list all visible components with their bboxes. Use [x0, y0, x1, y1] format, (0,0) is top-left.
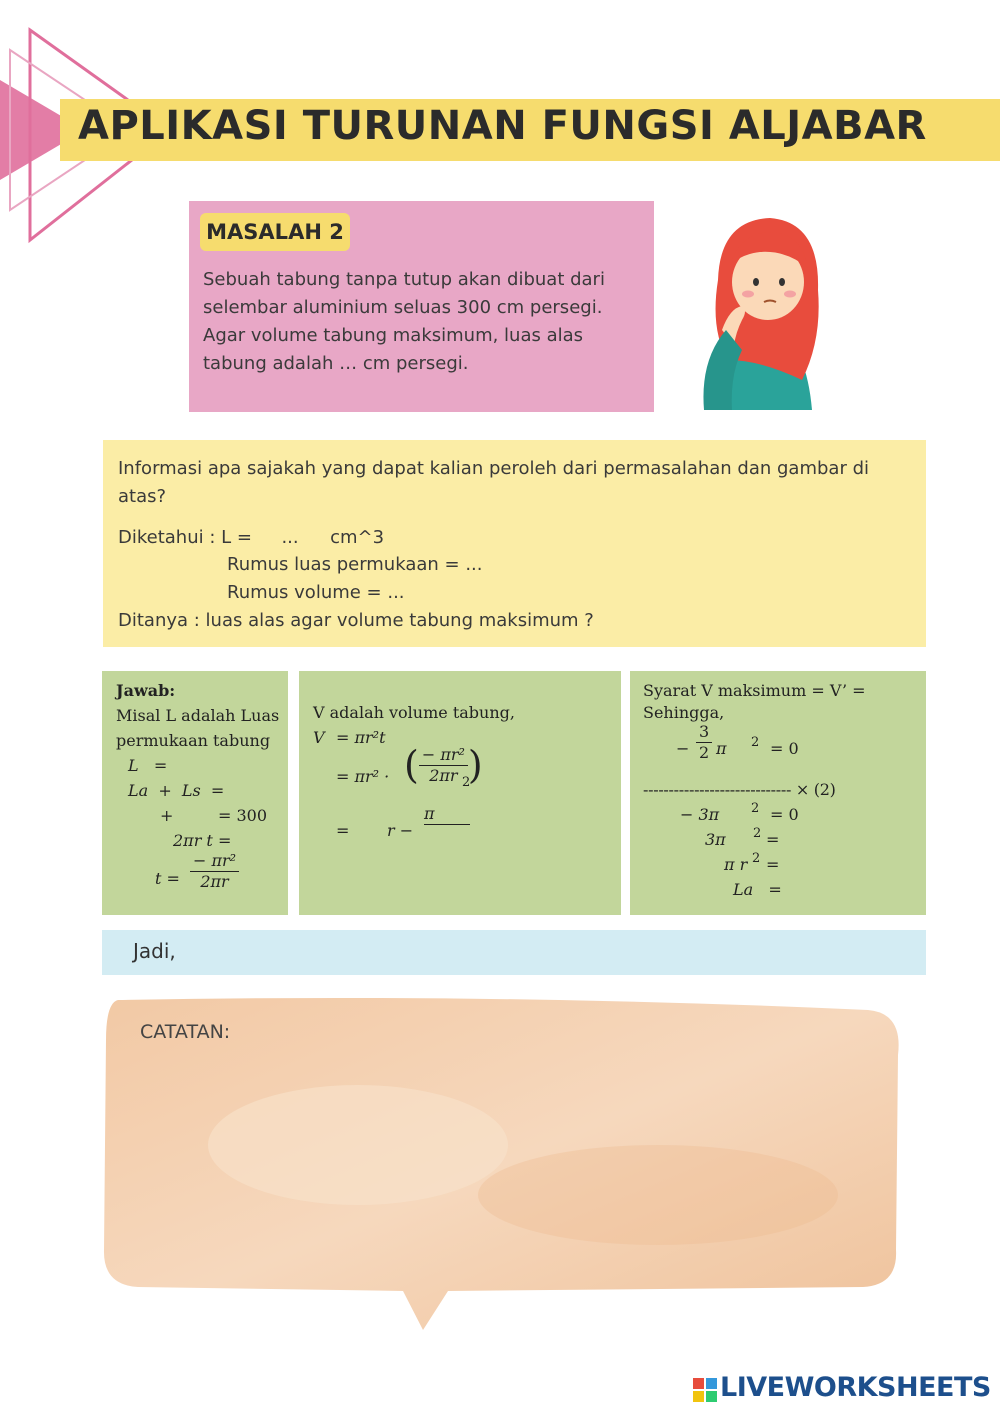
page-title: APLIKASI TURUNAN FUNGSI ALJABAR: [78, 103, 927, 149]
answer1-eq5-den: 2πr: [200, 872, 229, 891]
answer3-eq2-lhs: − 3π: [680, 805, 720, 824]
known-unit: cm^3: [330, 527, 385, 548]
answer3-eq3-exp: 2: [753, 826, 762, 841]
liveworksheets-logo-icon: [693, 1378, 717, 1402]
answer3-eq4-lhs: π r: [724, 855, 748, 874]
answer2-eq3-num: π: [424, 804, 470, 825]
liveworksheets-brand: LIVEWORKSHEETS: [720, 1372, 991, 1403]
answer3-eq1-pi: π: [716, 739, 727, 758]
answer-heading: Jawab:: [116, 681, 176, 700]
known-line: [118, 525, 384, 551]
answer3-eq1-minus: −: [676, 739, 690, 758]
answer2-eq1-rhs: = πr²t: [336, 728, 386, 747]
known-blank[interactable]: ...: [281, 527, 299, 548]
right-paren: ): [467, 743, 483, 787]
answer2-eq1-lhs: V: [313, 728, 325, 747]
notes-label: CATATAN:: [140, 1021, 231, 1043]
answer3-eq3-lhs: 3π: [705, 830, 726, 849]
answer3-eq1-rhs: = 0: [770, 739, 799, 758]
answer3-eq1-num: 3: [696, 722, 712, 743]
answer1-eq1: L =: [128, 756, 168, 775]
answer3-eq2-rhs: = 0: [770, 805, 799, 824]
conclusion-bar: [102, 930, 926, 975]
notes-bubble: [98, 995, 903, 1340]
volume-formula: Rumus volume = ...: [227, 582, 405, 603]
answer3-line2: Sehingga,: [643, 703, 725, 722]
answer2-line1: V adalah volume tabung,: [313, 703, 515, 722]
answer1-eq5-frac: [190, 851, 239, 892]
left-paren: (: [404, 743, 419, 787]
answer2-eq3-eq: =: [336, 821, 350, 840]
answer3-eq1-exp: 2: [751, 735, 760, 750]
conclusion-label: Jadi,: [133, 939, 176, 963]
answer1-eq5-lhs: t =: [155, 869, 180, 888]
asked-line: Ditanya : luas alas agar volume tabung maksimum ?: [118, 610, 594, 631]
answer2-eq2-den: 2πr: [429, 766, 458, 785]
girl-thinking-illustration: [690, 210, 830, 415]
answer3-eq3-rhs: =: [766, 830, 780, 849]
answer2-eq3-exp: 2: [462, 775, 471, 790]
answer3-eq4-exp: 2: [752, 851, 761, 866]
problem-badge: MASALAH 2: [200, 213, 350, 251]
answer3-dashes: ----------------------------- × (2): [643, 780, 836, 799]
answer1-eq5-num: − πr²: [190, 851, 239, 872]
surface-formula: Rumus luas permukaan = ...: [227, 554, 483, 575]
answer3-eq1-frac: [696, 722, 712, 763]
answer3-eq2-exp: 2: [751, 801, 760, 816]
answer1-eq3-rhs: = 300: [218, 806, 268, 825]
answer2-eq2-frac: [404, 745, 483, 786]
known-label: Diketahui : L =: [118, 527, 252, 548]
answer1-eq3-plus: +: [160, 806, 174, 825]
answer1-line1: Misal L adalah Luas: [116, 706, 280, 725]
answer1-eq4: 2πr t =: [173, 831, 232, 850]
answer2-eq2-num: − πr²: [419, 745, 468, 766]
answer1-eq2: La + Ls =: [128, 781, 225, 800]
answer3-eq4-rhs: =: [766, 855, 780, 874]
answer3-line1: Syarat V maksimum = V’ =: [643, 681, 866, 700]
answer1-line2: permukaan tabung: [116, 731, 271, 750]
problem-text: Sebuah tabung tanpa tutup akan dibuat dari selembar aluminium seluas 300 cm persegi. Agar volume tabung maksimum, luas alas tabung adalah … cm persegi.: [203, 269, 605, 374]
answer3-eq1-den: 2: [699, 743, 710, 762]
answer2-eq2-lhs: = πr² ·: [336, 767, 390, 786]
info-question: Informasi apa sajakah yang dapat kalian peroleh dari permasalahan dan gambar di atas?: [118, 458, 869, 507]
answer3-eq5: La =: [733, 880, 782, 899]
answer2-eq3-r: r −: [387, 821, 414, 840]
